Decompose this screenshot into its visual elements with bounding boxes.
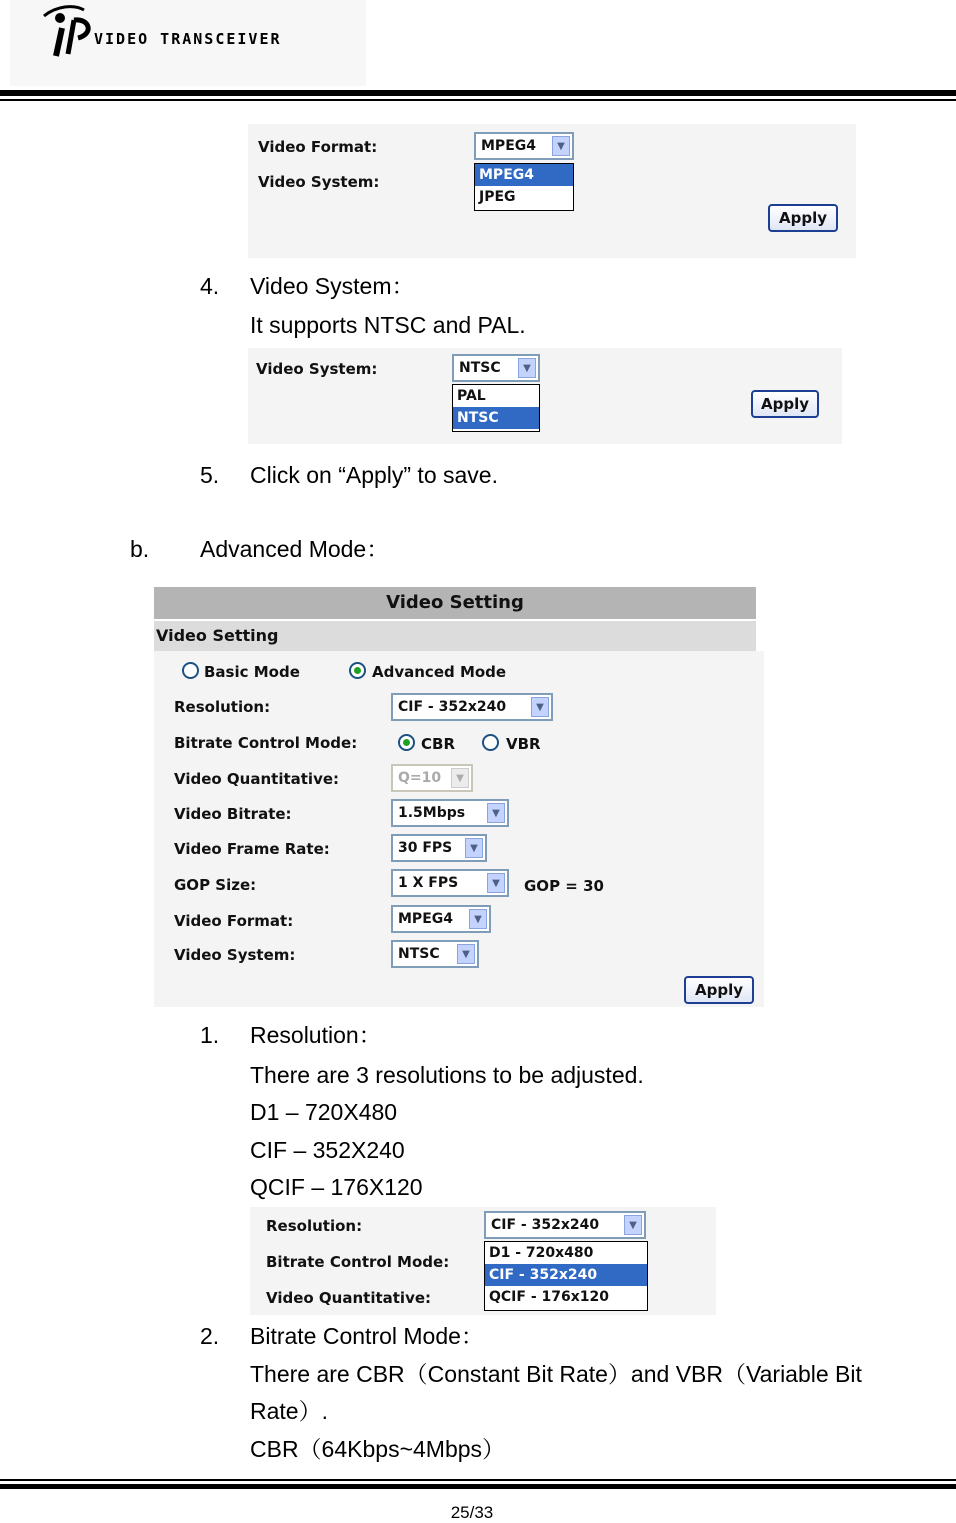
resolution-qcif: QCIF – 176X120 (250, 1174, 423, 1200)
framerate-value: 30 FPS (398, 840, 453, 856)
basic-mode-label: Basic Mode (204, 663, 300, 681)
framerate-select[interactable] (391, 834, 487, 862)
resolution-label: Resolution: (174, 698, 271, 716)
format-value: MPEG4 (398, 911, 453, 927)
video-format-select[interactable] (474, 132, 574, 160)
chevron-down-icon: ▼ (518, 358, 536, 378)
video-format-screenshot (248, 124, 856, 258)
bitrate-value: 1.5Mbps (398, 805, 466, 821)
chevron-down-icon: ▼ (487, 803, 505, 823)
apply-button[interactable]: Apply (751, 390, 819, 418)
system-select[interactable] (391, 940, 479, 968)
video-setting-header (154, 587, 756, 619)
resolution-d1: D1 – 720X480 (250, 1099, 398, 1125)
page-number: 25/33 (450, 1503, 494, 1522)
logo-text: VIDEO TRANSCEIVER (94, 30, 282, 48)
step-5-number: 5. (200, 462, 220, 488)
bitrate-mode-label: Bitrate Control Mode: (174, 734, 358, 752)
system-option-pal[interactable]: PAL (457, 388, 486, 404)
resolution-select[interactable] (484, 1211, 646, 1239)
video-system-screenshot (248, 348, 842, 444)
gop-label: GOP Size: (174, 876, 257, 894)
advanced-mode-label: Advanced Mode (372, 663, 507, 681)
video-setting-subheader (154, 621, 756, 651)
chevron-down-icon: ▼ (624, 1215, 642, 1235)
logo (10, 0, 366, 86)
chevron-down-icon: ▼ (457, 944, 475, 964)
basic-mode-radio[interactable] (182, 662, 199, 679)
chevron-down-icon: ▼ (465, 838, 483, 858)
vbr-radio[interactable] (482, 734, 499, 751)
chevron-down-icon: ▼ (469, 909, 487, 929)
step-1-desc: There are 3 resolutions to be adjusted. (250, 1062, 644, 1088)
step-2-desc-3: CBR（64Kbps~4Mbps） (250, 1436, 506, 1462)
step-4-number: 4. (200, 273, 220, 299)
bitrate-mode-label: Bitrate Control Mode: (266, 1253, 450, 1271)
advanced-mode-screenshot (154, 587, 764, 1007)
video-format-label: Video Format: (258, 138, 378, 156)
chevron-down-icon: ▼ (451, 768, 469, 788)
section-b-title: Advanced Mode： (200, 536, 390, 562)
video-setting-header-text: Video Setting (386, 592, 524, 613)
step-5-text: Click on “Apply” to save. (250, 462, 498, 488)
format-label: Video Format: (174, 912, 294, 930)
quantitative-label: Video Quantitative: (266, 1289, 432, 1307)
resolution-label: Resolution: (266, 1217, 363, 1235)
resolution-select[interactable] (391, 693, 553, 721)
quantitative-select[interactable] (391, 764, 473, 792)
apply-button[interactable]: Apply (768, 204, 838, 232)
step-4-title: Video System： (250, 273, 415, 299)
resolution-option-qcif[interactable]: QCIF - 176x120 (489, 1289, 609, 1305)
quantitative-label: Video Quantitative: (174, 770, 340, 788)
step-1-title: Resolution： (250, 1022, 382, 1048)
quantitative-value: Q=10 (398, 770, 442, 786)
footer-rule-thin (0, 1479, 956, 1481)
vbr-label: VBR (506, 735, 541, 753)
video-system-label: Video System: (258, 173, 380, 191)
resolution-dropdown (484, 1241, 648, 1311)
chevron-down-icon: ▼ (552, 136, 570, 156)
chevron-down-icon: ▼ (487, 873, 505, 893)
format-select[interactable] (391, 905, 491, 933)
resolution-value: CIF - 352x240 (491, 1217, 600, 1233)
system-label: Video System: (174, 946, 296, 964)
gop-value: 1 X FPS (398, 875, 459, 891)
step-2-desc-1: There are CBR（Constant Bit Rate）and VBR（Variable Bit (250, 1361, 862, 1387)
step-4-desc: It supports NTSC and PAL. (250, 312, 526, 338)
video-system-select[interactable] (452, 354, 540, 382)
resolution-option-cif[interactable]: CIF - 352x240 (485, 1264, 647, 1286)
section-b-letter: b. (130, 536, 150, 562)
video-system-label: Video System: (256, 360, 378, 378)
resolution-option-d1[interactable]: D1 - 720x480 (489, 1245, 594, 1261)
video-system-value: NTSC (459, 360, 501, 376)
apply-button[interactable]: Apply (684, 976, 754, 1004)
format-option-jpeg[interactable]: JPEG (479, 189, 516, 205)
step-2-title: Bitrate Control Mode： (250, 1323, 484, 1349)
cbr-label: CBR (421, 735, 455, 753)
system-value: NTSC (398, 946, 440, 962)
step-2-desc-2: Rate）. (250, 1398, 328, 1424)
step-2-number: 2. (200, 1323, 220, 1349)
format-option-mpeg4[interactable]: MPEG4 (475, 164, 573, 186)
bitrate-label: Video Bitrate: (174, 805, 292, 823)
system-option-ntsc[interactable]: NTSC (453, 407, 539, 429)
footer-rule (0, 1484, 956, 1489)
cbr-radio[interactable] (398, 734, 415, 751)
resolution-screenshot (250, 1207, 716, 1315)
resolution-cif: CIF – 352X240 (250, 1137, 405, 1163)
video-setting-subheader-text: Video Setting (156, 626, 279, 645)
resolution-value: CIF - 352x240 (398, 699, 507, 715)
video-format-dropdown (474, 163, 574, 211)
gop-note: GOP = 30 (524, 877, 604, 895)
logo-ip-mark-icon (40, 4, 100, 60)
chevron-down-icon: ▼ (531, 697, 549, 717)
framerate-label: Video Frame Rate: (174, 840, 330, 858)
video-system-dropdown (452, 384, 540, 432)
gop-select[interactable] (391, 869, 509, 897)
advanced-mode-radio[interactable] (349, 662, 366, 679)
header-rule (0, 90, 956, 96)
bitrate-select[interactable] (391, 799, 509, 827)
video-format-value: MPEG4 (481, 138, 536, 154)
header-rule-thin (0, 99, 956, 101)
step-1-number: 1. (200, 1022, 220, 1048)
